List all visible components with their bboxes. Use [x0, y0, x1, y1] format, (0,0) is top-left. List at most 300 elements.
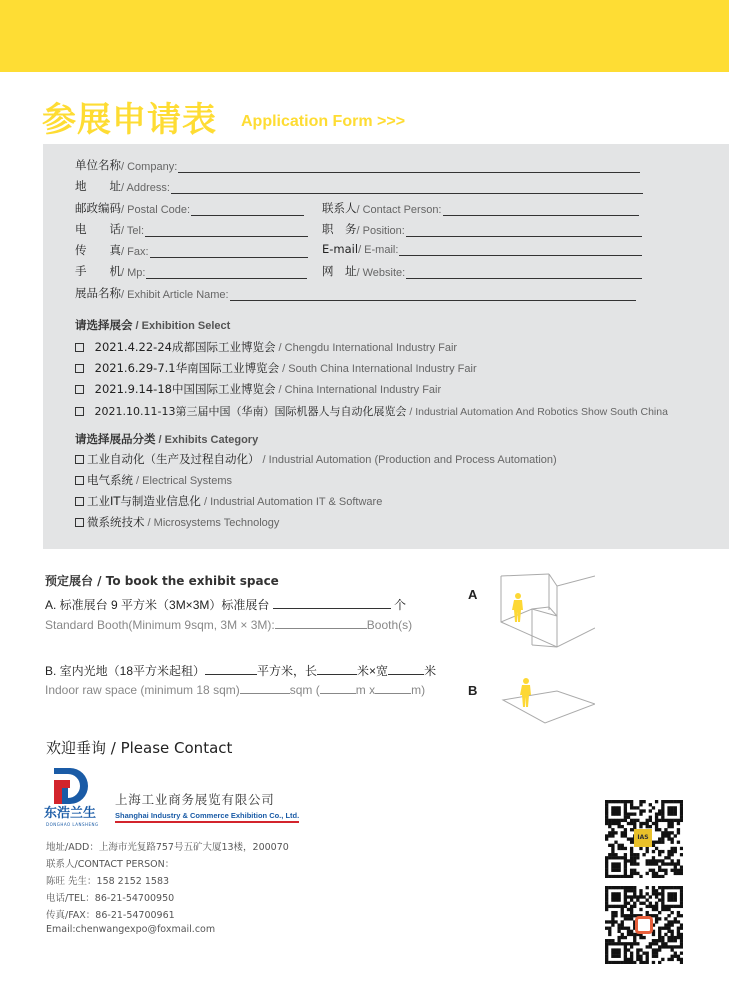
qr-module	[608, 856, 611, 859]
qr-module	[611, 911, 614, 914]
qr-module	[658, 917, 661, 920]
qr-module	[624, 917, 627, 920]
qr-module	[624, 945, 627, 948]
qr-module	[646, 898, 649, 901]
qr-module	[674, 866, 677, 869]
qr-module	[655, 908, 658, 911]
qr-module	[617, 806, 620, 809]
qr-module	[617, 844, 620, 847]
qr-module	[664, 856, 667, 859]
qr-module	[655, 892, 658, 895]
qr-module	[633, 939, 636, 942]
qr-module	[617, 930, 620, 933]
qr-module	[658, 892, 661, 895]
qr-module	[617, 952, 620, 955]
qr-module	[646, 892, 649, 895]
qr-module	[608, 930, 611, 933]
tel-field[interactable]	[75, 221, 308, 237]
qr-module	[617, 892, 620, 895]
exhibition-select-heading: 请选择展会 / Exhibition Select	[75, 318, 231, 332]
qr-module	[652, 850, 655, 853]
qr-module	[630, 812, 633, 815]
qr-module	[671, 936, 674, 939]
contact-input[interactable]	[443, 204, 639, 216]
label-en: / Website:	[356, 267, 406, 279]
qr-module	[633, 902, 636, 905]
qr-module	[677, 862, 680, 865]
qr-module	[674, 905, 677, 908]
qr-module	[677, 958, 680, 961]
qr-module	[639, 803, 642, 806]
qr-module	[677, 822, 680, 825]
qr-module	[639, 958, 642, 961]
booth-a-count-input-en[interactable]	[275, 619, 367, 629]
label-zh: 联系人	[322, 201, 357, 215]
length-input[interactable]	[317, 665, 357, 675]
qr-module	[611, 892, 614, 895]
qr-module	[624, 927, 627, 930]
qr-module	[611, 952, 614, 955]
qr-module	[639, 955, 642, 958]
qr-module	[614, 898, 617, 901]
qr-module	[621, 819, 624, 822]
qr-module	[614, 875, 617, 878]
qr-module	[627, 816, 630, 819]
qr-module	[661, 942, 664, 945]
qr-module	[677, 859, 680, 862]
qr-module	[671, 819, 674, 822]
qr-module	[661, 886, 664, 889]
qr-module	[642, 936, 645, 939]
qr-module	[624, 853, 627, 856]
qr-module	[674, 812, 677, 815]
qr-module	[624, 831, 627, 834]
qr-module	[655, 841, 658, 844]
qr-module	[621, 844, 624, 847]
qr-module	[624, 895, 627, 898]
qr-module	[624, 872, 627, 875]
qr-module	[664, 908, 667, 911]
label-en: / Address:	[121, 182, 170, 194]
qr-module	[658, 866, 661, 869]
qr-module	[680, 961, 683, 964]
qr-module	[621, 920, 624, 923]
qr-module	[611, 847, 614, 850]
label-zh: 手 机	[75, 264, 121, 278]
qr-module	[664, 945, 667, 948]
top-banner	[0, 0, 729, 72]
qr-module	[624, 936, 627, 939]
qr-module	[677, 920, 680, 923]
qr-module	[652, 886, 655, 889]
qr-module	[627, 889, 630, 892]
label-en: / Fax:	[121, 246, 149, 258]
qr-module	[677, 955, 680, 958]
website-input[interactable]	[406, 267, 642, 279]
qr-module	[639, 847, 642, 850]
qr-module	[617, 819, 620, 822]
qr-module	[627, 930, 630, 933]
category-option[interactable]: 微系统技术 / Microsystems Technology	[75, 514, 279, 530]
qr-module	[671, 905, 674, 908]
qr-module	[655, 948, 658, 951]
qr-module	[671, 862, 674, 865]
qr-module	[671, 958, 674, 961]
qr-module	[621, 914, 624, 917]
qr-module	[680, 952, 683, 955]
checkbox[interactable]	[75, 407, 84, 416]
fax-input[interactable]	[150, 246, 308, 258]
qr-module	[611, 955, 614, 958]
qr-module	[624, 812, 627, 815]
qr-module	[658, 850, 661, 853]
label-en: / Position:	[356, 225, 405, 237]
qr-module	[661, 945, 664, 948]
qr-module	[633, 892, 636, 895]
qr-module	[630, 898, 633, 901]
qr-module	[674, 917, 677, 920]
qr-module	[652, 869, 655, 872]
qr-module	[655, 895, 658, 898]
qr-module	[674, 834, 677, 837]
qr-module	[624, 859, 627, 862]
qr-module	[667, 927, 670, 930]
qr-module	[655, 800, 658, 803]
qr-module	[614, 800, 617, 803]
qr-module	[652, 856, 655, 859]
qr-module	[605, 948, 608, 951]
qr-module	[633, 886, 636, 889]
qr-module	[652, 875, 655, 878]
qr-module	[661, 895, 664, 898]
contact-field[interactable]	[322, 200, 639, 216]
qr-module	[636, 856, 639, 859]
qr-module	[636, 806, 639, 809]
qr-module	[642, 952, 645, 955]
qr-module	[624, 816, 627, 819]
area-input[interactable]	[205, 665, 257, 675]
exhibition-option[interactable]: 2021.6.29-7.1华南国际工业博览会 / South China International Industry Fair	[75, 360, 477, 376]
qr-module	[630, 942, 633, 945]
qr-module	[617, 955, 620, 958]
qr-module	[671, 800, 674, 803]
qr-module	[667, 825, 670, 828]
address-field[interactable]	[75, 178, 643, 194]
qr-module	[630, 850, 633, 853]
qr-module	[630, 945, 633, 948]
qr-module	[642, 895, 645, 898]
qr-module	[658, 936, 661, 939]
qr-module	[667, 920, 670, 923]
qr-module	[649, 942, 652, 945]
width-input[interactable]	[388, 665, 424, 675]
qr-module	[658, 945, 661, 948]
qr-module	[655, 847, 658, 850]
mp-field[interactable]	[75, 263, 307, 279]
qr-module	[652, 889, 655, 892]
qr-module	[667, 892, 670, 895]
qr-module	[608, 800, 611, 803]
qr-module	[621, 800, 624, 803]
qr-module	[636, 853, 639, 856]
booking-heading: 预定展台 / To book the exhibit space	[45, 574, 279, 588]
qr-module	[624, 847, 627, 850]
qr-module	[658, 948, 661, 951]
qr-module	[630, 952, 633, 955]
position-field[interactable]	[322, 221, 642, 237]
qr-module	[674, 850, 677, 853]
qr-module	[661, 927, 664, 930]
qr-module	[608, 822, 611, 825]
qr-module	[624, 892, 627, 895]
logo-subtext: DONGHAO LANSHENG	[46, 822, 99, 827]
qr-module	[624, 862, 627, 865]
qr-module	[611, 942, 614, 945]
position-input[interactable]	[406, 225, 642, 237]
qr-module	[621, 834, 624, 837]
qr-module	[614, 819, 617, 822]
category-option[interactable]: 工业IT与制造业信息化 / Industrial Automation IT & Software	[75, 493, 382, 509]
qr-module	[605, 955, 608, 958]
qr-module	[630, 847, 633, 850]
checkbox[interactable]	[75, 364, 84, 373]
qr-module	[667, 822, 670, 825]
width-input-en[interactable]	[375, 684, 411, 694]
qr-module	[655, 875, 658, 878]
checkbox[interactable]	[75, 497, 84, 506]
qr-module	[652, 822, 655, 825]
exhibition-option[interactable]: 2021.4.22-24成都国际工业博览会 / Chengdu International Industry Fair	[75, 339, 457, 355]
qr-module	[630, 933, 633, 936]
qr-module	[633, 859, 636, 862]
qr-module	[639, 812, 642, 815]
qr-module	[627, 902, 630, 905]
qr-module	[680, 936, 683, 939]
fax-field[interactable]	[75, 242, 308, 258]
qr-module	[633, 822, 636, 825]
qr-module	[605, 958, 608, 961]
qr-module	[605, 927, 608, 930]
qr-module	[667, 930, 670, 933]
qr-module	[639, 902, 642, 905]
booth-a-en[interactable]: Standard Booth(Minimum 9sqm, 3M × 3M): Booth(s)	[45, 618, 413, 632]
company-input[interactable]	[178, 161, 640, 173]
article-field[interactable]	[75, 285, 636, 301]
qr-module	[667, 834, 670, 837]
qr-module	[614, 812, 617, 815]
qr-module	[624, 948, 627, 951]
qr-module	[617, 927, 620, 930]
qr-module	[639, 822, 642, 825]
qr-module	[630, 869, 633, 872]
qr-module	[677, 933, 680, 936]
length-input-en[interactable]	[320, 684, 356, 694]
qr-module	[624, 866, 627, 869]
qr-module	[614, 911, 617, 914]
qr-module	[680, 905, 683, 908]
qr-module	[608, 927, 611, 930]
website-field[interactable]	[322, 263, 642, 279]
qr-module	[639, 936, 642, 939]
qr-module	[661, 892, 664, 895]
qr-module	[655, 825, 658, 828]
qr-module	[664, 917, 667, 920]
exhibition-option[interactable]: 2021.10.11-13第三届中国（华南）国际机器人与自动化展览会 / Industrial Automation And Robotics Show South China	[75, 403, 668, 419]
email-field[interactable]	[322, 242, 642, 256]
qr-module	[611, 898, 614, 901]
booth-a-count-input[interactable]	[273, 599, 391, 609]
qr-module	[661, 875, 664, 878]
qr-module	[605, 819, 608, 822]
qr-module	[655, 917, 658, 920]
qr-module	[611, 800, 614, 803]
tel-line: 电话/TEL：86-21-54700950	[46, 893, 175, 904]
qr-module	[611, 834, 614, 837]
qr-module	[614, 952, 617, 955]
qr-module	[642, 853, 645, 856]
qr-module	[614, 955, 617, 958]
qr-module	[639, 948, 642, 951]
qr-module	[667, 850, 670, 853]
qr-module	[605, 869, 608, 872]
qr-module	[611, 828, 614, 831]
qr-module	[680, 853, 683, 856]
qr-module	[652, 806, 655, 809]
checkbox[interactable]	[75, 476, 84, 485]
qr-module	[614, 809, 617, 812]
tel-input[interactable]	[145, 225, 308, 237]
qr-module	[671, 847, 674, 850]
qr-module	[608, 942, 611, 945]
email-line[interactable]: Email:chenwangexpo@foxmail.com	[46, 924, 216, 935]
qr-module	[617, 898, 620, 901]
qr-module	[667, 819, 670, 822]
qr-module	[652, 872, 655, 875]
mp-input[interactable]	[146, 267, 307, 279]
qr-module	[630, 955, 633, 958]
qr-module	[661, 834, 664, 837]
qr-module	[639, 825, 642, 828]
qr-module	[664, 819, 667, 822]
qr-module	[667, 908, 670, 911]
qr-module	[649, 816, 652, 819]
qr-module	[661, 850, 664, 853]
qr-module	[680, 886, 683, 889]
qr-module	[639, 875, 642, 878]
qr-module	[608, 939, 611, 942]
qr-module	[611, 920, 614, 923]
qr-module	[636, 958, 639, 961]
qr-module	[667, 812, 670, 815]
label-zh: 传 真	[75, 243, 121, 257]
qr-module	[671, 948, 674, 951]
booth-b-zh[interactable]: B. 室内光地（18平方米起租） 平方米，长 米×宽 米	[45, 664, 437, 678]
qr-module	[658, 869, 661, 872]
qr-module	[611, 917, 614, 920]
qr-module	[627, 859, 630, 862]
qr-module	[617, 809, 620, 812]
qr-module	[633, 812, 636, 815]
qr-module	[667, 898, 670, 901]
checkbox[interactable]	[75, 343, 84, 352]
qr-module	[646, 862, 649, 865]
qr-module	[608, 905, 611, 908]
qr-module	[671, 930, 674, 933]
qr-module	[649, 862, 652, 865]
qr-module	[605, 809, 608, 812]
page-title: 参展申请表	[42, 100, 217, 140]
qr-module	[652, 955, 655, 958]
qr-module	[617, 825, 620, 828]
qr-module	[608, 825, 611, 828]
email-input[interactable]	[399, 244, 642, 256]
qr-module	[611, 819, 614, 822]
qr-module	[677, 828, 680, 831]
address-input[interactable]	[171, 182, 643, 194]
qr-module	[611, 806, 614, 809]
qr-module	[630, 958, 633, 961]
qr-module	[611, 844, 614, 847]
qr-module	[680, 942, 683, 945]
qr-module	[617, 895, 620, 898]
postal-field[interactable]	[75, 200, 304, 216]
label-zh: 邮政编码	[75, 201, 121, 215]
qr-module	[639, 895, 642, 898]
qr-module	[664, 886, 667, 889]
area-input-en[interactable]	[240, 684, 290, 694]
qr-module	[658, 911, 661, 914]
exhibition-option[interactable]: 2021.9.14-18中国国际工业博览会 / China International Industry Fair	[75, 381, 441, 397]
qr-module	[646, 955, 649, 958]
qr-module	[630, 841, 633, 844]
qr-module	[605, 800, 608, 803]
qr-module	[658, 809, 661, 812]
qr-module	[658, 927, 661, 930]
qr-module	[611, 914, 614, 917]
booth-b-en[interactable]: Indoor raw space (minimum 18 sqm) sqm ( m x m)	[45, 683, 426, 697]
qr-module	[652, 952, 655, 955]
booth-a-zh[interactable]: A. 标准展台 9 平方米（3M×3M）标准展台 个	[45, 598, 407, 612]
qr-module	[633, 905, 636, 908]
qr-module	[624, 800, 627, 803]
qr-module	[617, 875, 620, 878]
qr-module	[671, 898, 674, 901]
address-line: 地址/ADD：上海市光复路757号五矿大厦13楼，200070	[46, 842, 289, 853]
qr-module	[633, 862, 636, 865]
qr-module	[652, 939, 655, 942]
category-option[interactable]: 工业自动化（生产及过程自动化） / Industrial Automation (Production and Process Automation)	[75, 451, 557, 467]
company-field[interactable]	[75, 157, 640, 173]
checkbox[interactable]	[75, 385, 84, 394]
qr-module	[667, 862, 670, 865]
article-input[interactable]	[230, 289, 636, 301]
qr-module	[624, 869, 627, 872]
checkbox[interactable]	[75, 455, 84, 464]
qr-module	[677, 911, 680, 914]
qr-module	[636, 862, 639, 865]
qr-module	[605, 812, 608, 815]
qr-module	[639, 800, 642, 803]
qr-module	[605, 920, 608, 923]
category-option[interactable]: 电气系统 / Electrical Systems	[75, 472, 232, 488]
qr-module	[621, 831, 624, 834]
qr-module	[667, 806, 670, 809]
checkbox[interactable]	[75, 518, 84, 527]
postal-input[interactable]	[191, 204, 304, 216]
qr-module	[621, 856, 624, 859]
qr-module	[611, 886, 614, 889]
qr-module	[624, 803, 627, 806]
